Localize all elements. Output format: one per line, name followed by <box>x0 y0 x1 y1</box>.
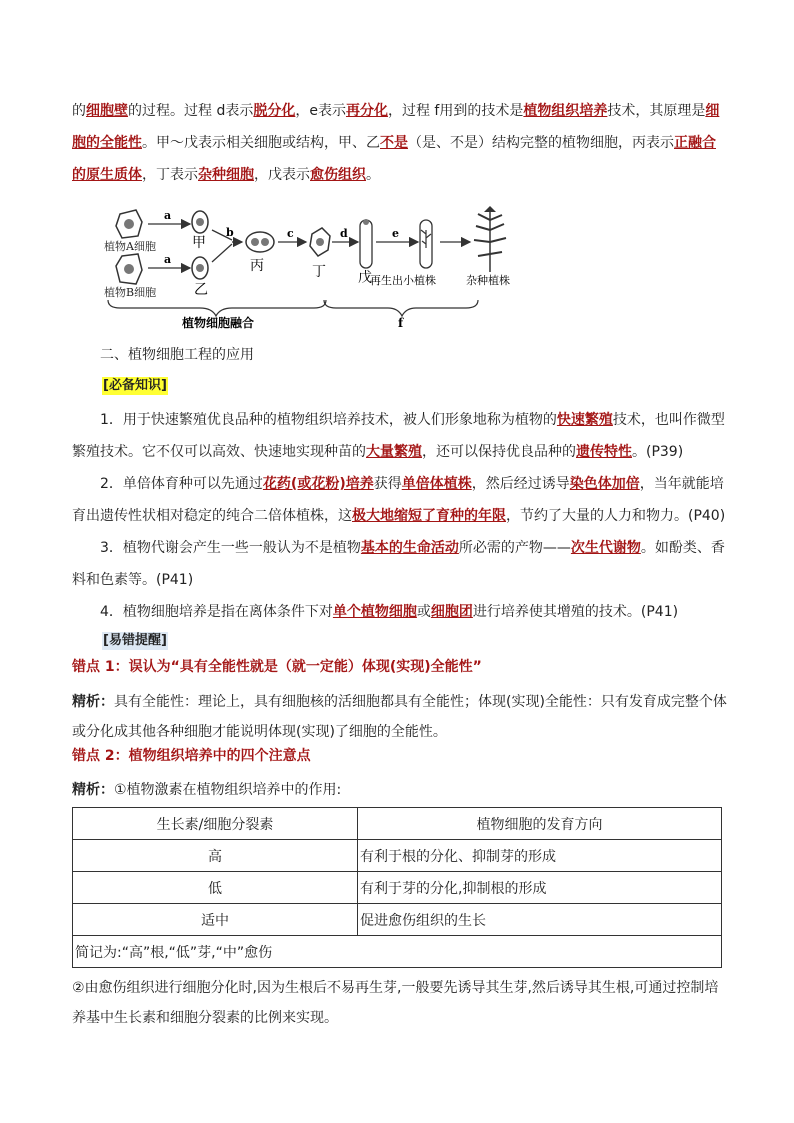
para1-line1: 的细胞壁的过程。过程 d表示脱分化，e表示再分化，过程 f用到的技术是植物组织培养技术，其原理是细 <box>72 103 720 119</box>
keyword: 大量繁殖 <box>366 444 422 460</box>
keyword: 不是 <box>380 135 408 151</box>
keyword: 染色体加倍 <box>569 476 640 492</box>
keyword: 胞的全能性 <box>72 135 142 151</box>
cell-a-label: 植物A细胞 <box>104 240 156 253</box>
err1-line2: 或分化成其他各种细胞才能说明体现(实现)了细胞的全能性。 <box>72 724 447 740</box>
table-footer-row: 简记为:“高”根,“低”芽,“中”愈伤 <box>73 936 722 968</box>
svg-text:e: e <box>392 227 399 240</box>
keyword: 单倍体植株 <box>401 476 472 492</box>
cell-fusion-diagram <box>100 200 540 330</box>
tag-required-knowledge: [必备知识] <box>103 378 167 393</box>
s2-p3-line2: 料和色素等。(P41) <box>72 572 194 588</box>
table-header: 生长素/细胞分裂素 <box>73 808 358 840</box>
svg-text:d: d <box>340 227 348 240</box>
keyword: 遗传特性 <box>576 444 632 460</box>
svg-text:f: f <box>398 316 404 330</box>
label-yi: 乙 <box>194 282 208 298</box>
keyword: 植物组织培养 <box>523 103 608 119</box>
err1-line1: 精析：具有全能性：理论上，具有细胞核的活细胞都具有全能性；体现(实现)全能性：只有发育成完整个体 <box>72 694 727 710</box>
label-bing: 丙 <box>250 258 264 274</box>
keyword: 再分化 <box>345 103 388 119</box>
keyword: 的原生质体 <box>72 167 142 183</box>
closing-line2: 养基中生长素和细胞分裂素的比例来实现。 <box>72 1010 338 1026</box>
keyword: 极大地缩短了育种的年限 <box>352 508 506 524</box>
keyword: 单个植物细胞 <box>332 604 417 620</box>
s2-p4: 4．植物细胞培养是指在离体条件下对单个植物细胞或细胞团进行培养使其增殖的技术。(P41) <box>100 604 679 620</box>
label-ding: 丁 <box>312 264 326 280</box>
s2-p2-line2: 育出遗传性状相对稳定的纯合二倍体植株，这极大地缩短了育种的年限，节约了大量的人力和物力。(P40) <box>72 508 726 524</box>
closing-line1: ②由愈伤组织进行细胞分化时,因为生根后不易再生芽,一般要先诱导其生芽,然后诱导其生根,可通过控制培 <box>72 980 719 996</box>
s2-p1-line2: 繁殖技术。它不仅可以高效、快速地实现种苗的大量繁殖，还可以保持优良品种的遗传特性。(P39) <box>72 444 684 460</box>
keyword: 杂种细胞 <box>198 167 254 183</box>
fused-protoplast-icon <box>246 232 274 252</box>
label-wu: 戊 <box>358 270 372 286</box>
tag-error-reminder: [易错提醒] <box>103 633 167 648</box>
keyword: 花药(或花粉)培养 <box>262 476 374 492</box>
table-row: 低 有利于芽的分化,抑制根的形成 <box>73 872 722 904</box>
para1-line2: 胞的全能性。甲～戊表示相关细胞或结构，甲、乙不是（是、不是）结构完整的植物细胞，丙表示正融合 <box>72 135 716 151</box>
err2-intro: 精析：①植物激素在植物组织培养中的作用: <box>72 782 342 798</box>
keyword: 细胞团 <box>430 604 473 620</box>
label-fusion: 植物细胞融合 <box>182 316 255 330</box>
test-tube-callus-icon <box>360 220 372 268</box>
label-hybrid: 杂种植株 <box>466 274 510 287</box>
error-point-2-title: 错点 2：植物组织培养中的四个注意点 <box>72 748 311 764</box>
svg-text:b: b <box>226 226 234 239</box>
section-heading: 二、植物细胞工程的应用 <box>100 347 254 363</box>
cell-b-label: 植物B细胞 <box>104 286 157 299</box>
table-header: 植物细胞的发育方向 <box>358 808 722 840</box>
svg-text:a: a <box>164 253 172 266</box>
label-jia: 甲 <box>192 235 206 251</box>
keyword: 正融合 <box>674 135 716 151</box>
s2-p1-line1: 1．用于快速繁殖优良品种的植物组织培养技术，被人们形象地称为植物的快速繁殖技术，也叫作微型 <box>100 412 725 428</box>
keyword: 脱分化 <box>253 103 296 119</box>
table-row: 高 有利于根的分化、抑制芽的形成 <box>73 840 722 872</box>
para1-line3: 的原生质体，丁表示杂种细胞，戊表示愈伤组织。 <box>72 167 380 183</box>
table-header-row <box>73 808 722 840</box>
svg-text:a: a <box>164 209 172 222</box>
hybrid-plant-icon <box>474 206 506 272</box>
keyword: 细胞壁 <box>86 103 128 119</box>
s2-p3-line1: 3．植物代谢会产生一些一般认为不是植物基本的生命活动所必需的产物——次生代谢物。如酚类、香 <box>100 540 725 556</box>
svg-text:c: c <box>287 227 294 240</box>
table-row: 适中 促进愈伤组织的生长 <box>73 904 722 936</box>
label-regen: 再生出小植株 <box>370 274 436 287</box>
keyword: 愈伤组织 <box>310 167 366 183</box>
s2-p2-line1: 2．单倍体育种可以先通过花药(或花粉)培养获得单倍体植株，然后经过诱导染色体加倍，当年就能培 <box>100 476 724 492</box>
keyword: 次生代谢物 <box>570 540 641 556</box>
keyword: 基本的生命活动 <box>360 540 459 556</box>
keyword: 细 <box>705 103 720 119</box>
hormone-effects-table <box>72 807 722 968</box>
keyword: 快速繁殖 <box>556 412 613 428</box>
error-point-1-title: 错点 1：误认为“具有全能性就是（就一定能）体现(实现)全能性” <box>72 659 482 675</box>
